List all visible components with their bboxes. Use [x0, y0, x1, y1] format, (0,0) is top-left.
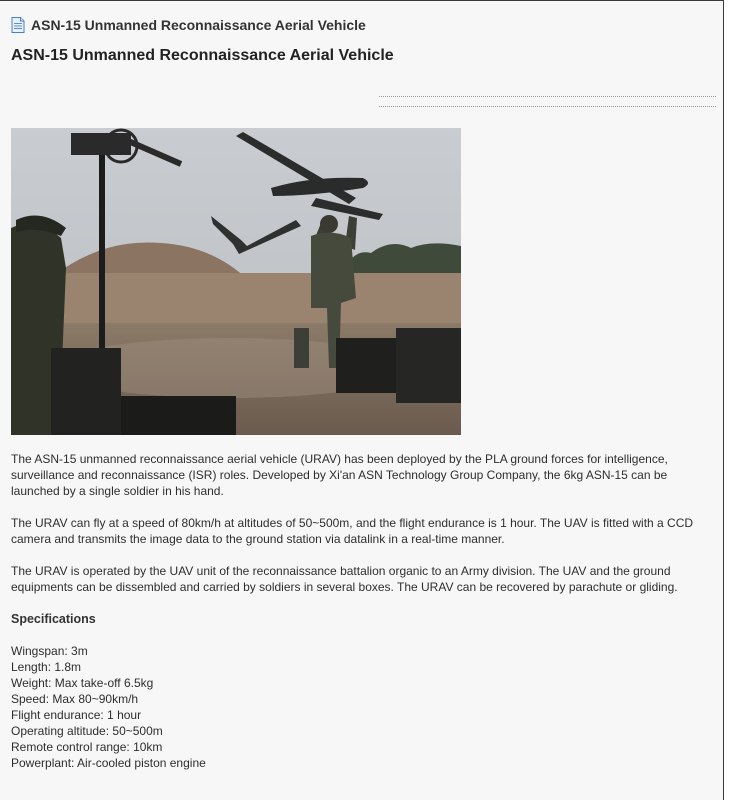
spec-item: Weight: Max take-off 6.5kg — [11, 676, 154, 690]
article-body — [11, 451, 711, 771]
spec-item: Wingspan: 3m — [11, 644, 88, 658]
article-paragraph: The URAV is operated by the UAV unit of the reconnaissance battalion organic to an Army division. The UAV and the ground equipments can be dissembled and carried by soldiers in several boxes. The URAV can be recovered by parachute or gliding. — [11, 564, 678, 594]
spec-item: Flight endurance: 1 hour — [11, 708, 142, 722]
document-icon — [11, 17, 25, 33]
article-paragraph: The URAV can fly at a speed of 80km/h at altitudes of 50~500m, and the flight endurance is 1 hour. The UAV is fitted with a CCD camera and transmits the image data to the ground station via datalink in a real-time manner. — [11, 516, 694, 546]
specifications-list — [11, 643, 711, 771]
spec-item: Length: 1.8m — [11, 660, 82, 674]
spec-item: Powerplant: Air-cooled piston engine — [11, 756, 206, 770]
divider-dotted — [379, 96, 716, 97]
breadcrumb-label[interactable]: ASN-15 Unmanned Reconnaissance Aerial Vehicle — [31, 17, 366, 33]
specifications-heading: Specifications — [11, 612, 96, 626]
divider-dotted — [379, 106, 716, 107]
spec-item: Operating altitude: 50~500m — [11, 724, 163, 738]
spec-item: Remote control range: 10km — [11, 740, 163, 754]
uav-launch-photo — [11, 128, 461, 435]
article-paragraph: The ASN-15 unmanned reconnaissance aerial vehicle (URAV) has been deployed by the PLA ground forces for intelligence, surveillance and reconnaissance (ISR) roles. Developed by Xi'an ASN Technology Group Company, the 6kg ASN-15 can be launched by a single soldier in his hand. — [11, 452, 668, 498]
page-title: ASN-15 Unmanned Reconnaissance Aerial Vehicle — [11, 47, 394, 64]
spec-item: Speed: Max 80~90km/h — [11, 692, 139, 706]
breadcrumb — [11, 17, 366, 33]
